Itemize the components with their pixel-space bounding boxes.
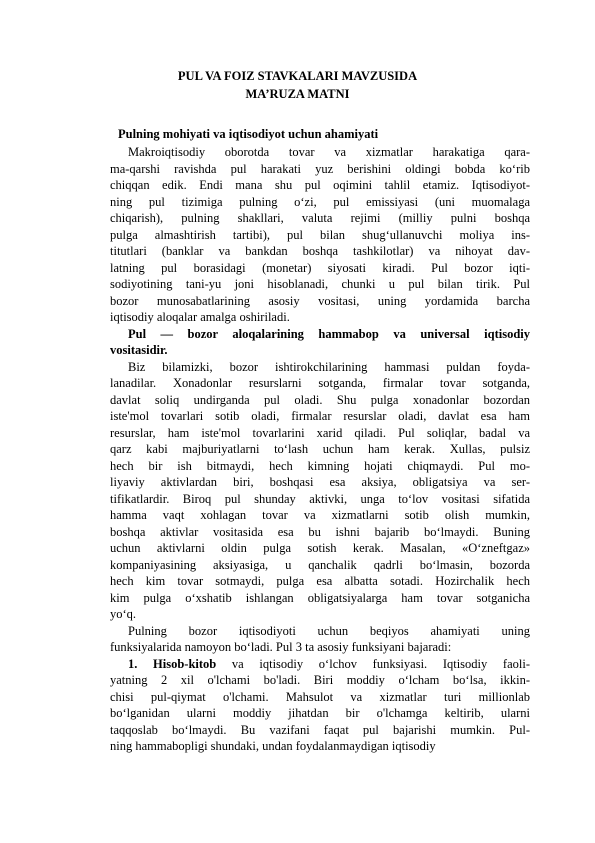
body-line: bo‘lganidan ularni moddiy jihatdan bir o'lchamga keltirib, ularni bbox=[110, 706, 530, 720]
body-line: hech kim tovar sotmaydi, pulga esa albatta sotadi. Hozirchalik hech bbox=[110, 574, 530, 588]
body-line: bozor munosabatlarining asosiy vositasi, uning yordamida barcha bbox=[110, 293, 530, 308]
body-line: Biz bilamizki, bozor ishtirokchilarining hammasi puldan foyda- bbox=[128, 359, 530, 374]
body-line: iqtisodiy aloqalar amalga oshiriladi. bbox=[110, 310, 290, 324]
body-line: ning hammabopligi shundaki, undan foydalanmaydigan iqtisodiy bbox=[110, 739, 436, 753]
body-line: Makroiqtisodiy oborotda tovar va xizmatlar harakatiga qara- bbox=[128, 145, 530, 159]
body-line: chisi pul-qiymat o'lchami. Mahsulot va xizmatlar turi millionlab bbox=[110, 689, 530, 704]
body-line: taqqoslab bo‘lmaydi. Bu vazifani faqat pul bajarishi mumkin. Pul- bbox=[110, 722, 530, 737]
body-line: iste'mol tovarlari sotib oladi, firmalar resurslar oladi, davlat esa ham bbox=[110, 409, 530, 423]
body-line: ning pul tizimiga pulning o‘zi, pul emissiyasi (uni muomalaga bbox=[110, 194, 530, 209]
body-line: Pul — bozor aloqalarining hammabop va universal iqtisodiy bbox=[128, 326, 530, 341]
body-line: lanadilar. Xonadonlar resurslarni sotganda, firmalar tovar sotganda, bbox=[110, 376, 530, 390]
body-line: boshqa aktivlar vositasida esa bu ishni bajarib bo‘lmaydi. Buning bbox=[110, 524, 530, 539]
document-title-line-2: MA’RUZA MATNI bbox=[245, 87, 350, 101]
body-line: uchun aktivlarni oldin pulga sotish kerak. Masalan, «O‘zneftgaz» bbox=[110, 541, 530, 555]
body-line: yo‘q. bbox=[110, 607, 137, 621]
body-line: sodiyotining tani-yu joni hisoblanadi, chunki u pul bilan tirik. Pul bbox=[110, 277, 530, 291]
body-line: titutlari (banklar va bankdan boshqa tashkilotlar) va nihoyat dav- bbox=[110, 244, 530, 258]
body-line: Pulning bozor iqtisodiyoti uchun beqiyos ahamiyati uning bbox=[128, 623, 530, 638]
body-line: kim pulga o‘xshatib ishlangan obligatsiyalarga ham tovar sotganicha bbox=[110, 590, 530, 605]
body-line: kompaniyasining aksiyasiga, u qanchalik qadrli bo‘lmasin, bozorda bbox=[110, 557, 530, 572]
body-line: yatning 2 xil o'lchami bo'ladi. Biri moddiy o‘lcham bo‘lsa, ikkin- bbox=[110, 673, 530, 687]
section-heading: Pulning mohiyati va iqtisodiyot uchun ahamiyati bbox=[118, 127, 379, 141]
body-line: pulga almashtirish tartibi), pul bilan shug‘ullanuvchi moliya ins- bbox=[110, 227, 530, 242]
body-line: ma-qarshi ravishda pul harakati yuz berishini oldingi bobda ko‘rib bbox=[110, 161, 530, 176]
body-line: latning pul borasidagi (monetar) siyosati kiradi. Pul bozor iqti- bbox=[110, 260, 530, 275]
body-line: qarz kabi majburiyatlarni to‘lash uchun ham kerak. Xullas, pulsiz bbox=[110, 442, 530, 456]
body-line: vositasidir. bbox=[110, 343, 168, 357]
body-line: tifikatlardir. Biroq pul shunday aktivki, unga to‘lov vositasi sifatida bbox=[110, 491, 530, 506]
body-line: hech bir ish bitmaydi, hech kimning hojati chiqmaydi. Pul mo- bbox=[110, 458, 530, 473]
body-line: hamma vaqt xohlagan tovar va xizmatlarni sotib olish mumkin, bbox=[110, 508, 530, 522]
document-title-line-1: PUL VA FOIZ STAVKALARI MAVZUSIDA bbox=[177, 69, 418, 83]
body-line: funksiyalarida namoyon bo‘ladi. Pul 3 ta asosiy funksiyani bajaradi: bbox=[110, 640, 452, 654]
body-line: resurslar, ham iste'mol tovarlarini xarid qiladi. Pul soliqlar, badal va bbox=[110, 425, 530, 440]
body-line: davlat soliq undirganda pul oladi. Shu pulga xonadonlar bozordan bbox=[110, 392, 530, 407]
body-line: chiqarish), pulning shakllari, valuta rejimi (milliy pulni boshqa bbox=[110, 211, 530, 225]
body-line-bold-lead: 1. Hisob-kitob bbox=[128, 656, 217, 671]
body-line: chiqqan edik. Endi mana shu pul oqimini tahlil etamiz. Iqtisodiyot- bbox=[110, 178, 530, 192]
body-line bbox=[110, 656, 530, 673]
body-text bbox=[110, 144, 530, 755]
body-line: liyaviy aktivlardan biri, boshqasi esa aksiya, obligatsiya va ser- bbox=[110, 475, 530, 489]
body-line-rest: va iqtisodiy o‘lchov funksiyasi. Iqtisodiy faoli- bbox=[216, 656, 530, 671]
